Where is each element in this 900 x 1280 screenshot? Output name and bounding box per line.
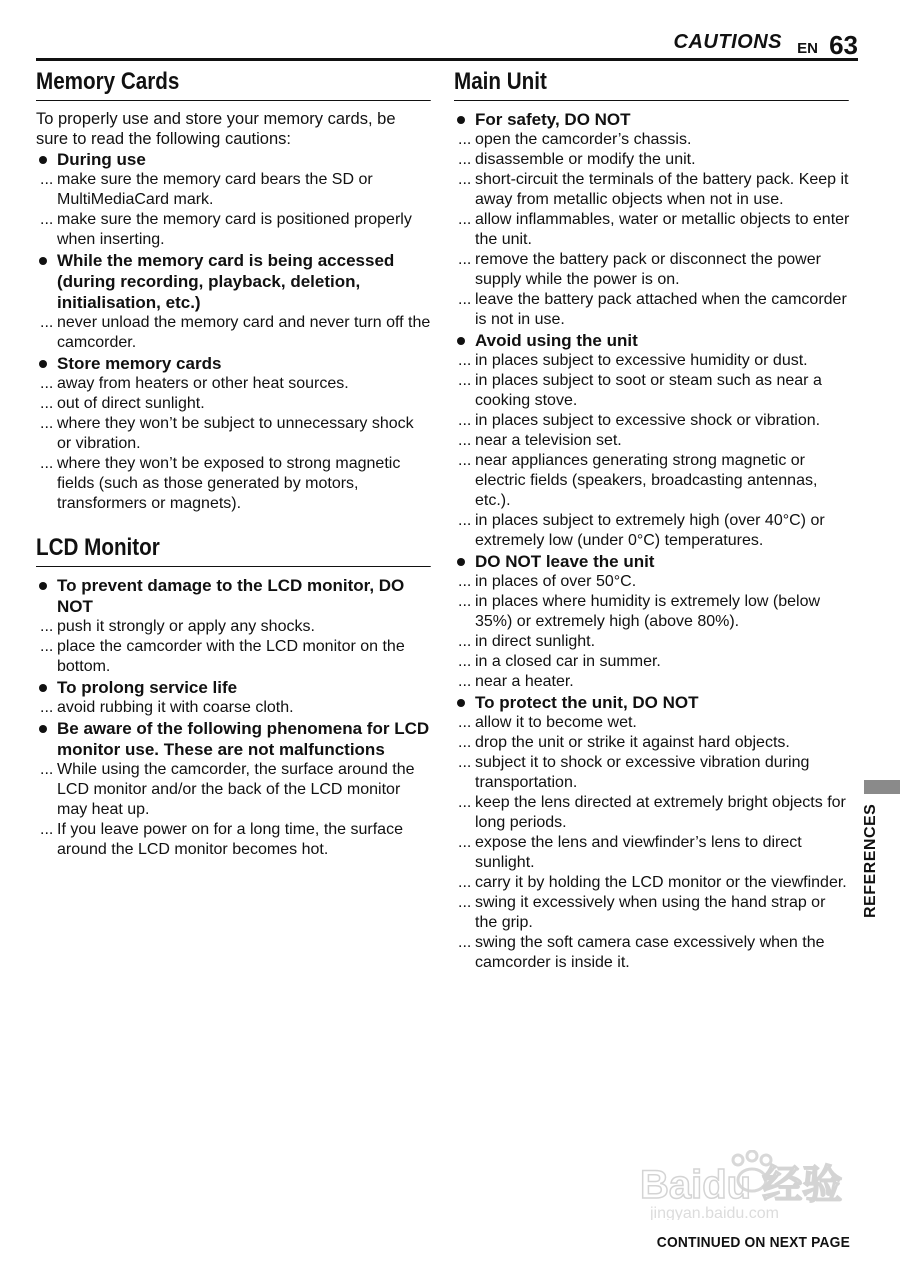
caution-group — [36, 677, 432, 718]
caution-item: ... in direct sunlight. — [454, 632, 850, 652]
caution-item: ... push it strongly or apply any shocks. — [36, 617, 432, 637]
caution-item: ... short-circuit the terminals of the battery pack. Keep it away from metallic objects when not in use. — [454, 170, 850, 210]
caution-group — [36, 575, 432, 677]
caution-item: ... drop the unit or strike it against hard objects. — [454, 733, 850, 753]
page-number: 63 — [829, 30, 858, 60]
caution-heading: Avoid using the unit — [454, 330, 850, 351]
caution-group — [36, 149, 432, 250]
caution-item: ... If you leave power on for a long time, the surface around the LCD monitor becomes hot. — [36, 820, 432, 860]
caution-item: ... swing it excessively when using the hand strap or the grip. — [454, 893, 850, 933]
caution-heading: Be aware of the following phenomena for LCD monitor use. These are not malfunctions — [36, 718, 432, 760]
caution-group — [36, 353, 432, 514]
caution-item: ... place the camcorder with the LCD monitor on the bottom. — [36, 637, 432, 677]
section-title: Main Unit — [454, 68, 849, 101]
caution-item: ... While using the camcorder, the surface around the LCD monitor and/or the back of the LCD monitor may heat up. — [36, 760, 432, 820]
section-intro: To properly use and store your memory cards, be sure to read the following cautions: — [36, 110, 396, 148]
caution-item: ... in places of over 50°C. — [454, 572, 850, 592]
caution-item: ... make sure the memory card bears the SD or MultiMediaCard mark. — [36, 170, 432, 210]
caution-item: ... remove the battery pack or disconnect the power supply while the power is on. — [454, 250, 850, 290]
caution-group — [36, 250, 432, 353]
section-title: Memory Cards — [36, 68, 431, 101]
watermark-url: jingyan.baidu.com — [650, 1205, 779, 1220]
caution-item: ... in places subject to soot or steam such as near a cooking stove. — [454, 371, 850, 411]
continued-note: CONTINUED ON NEXT PAGE — [656, 1234, 850, 1251]
page-header — [36, 32, 858, 61]
caution-heading: To prevent damage to the LCD monitor, DO NOT — [36, 575, 432, 617]
caution-item: ... keep the lens directed at extremely bright objects for long periods. — [454, 793, 850, 833]
caution-group — [454, 109, 850, 330]
caution-item: ... where they won’t be subject to unnecessary shock or vibration. — [36, 414, 432, 454]
section-main-unit — [454, 68, 850, 973]
caution-heading: DO NOT leave the unit — [454, 551, 850, 572]
caution-group — [454, 692, 850, 973]
caution-groups — [36, 575, 432, 860]
section-lcd-monitor — [36, 534, 432, 860]
caution-item: ... in places subject to excessive shock or vibration. — [454, 411, 850, 431]
caution-item: ... allow inflammables, water or metallic objects to enter the unit. — [454, 210, 850, 250]
caution-heading: To protect the unit, DO NOT — [454, 692, 850, 713]
caution-item: ... in places where humidity is extremely low (below 35%) or extremely high (above 80%). — [454, 592, 850, 632]
side-tab-label: REFERENCES — [862, 803, 879, 918]
caution-heading: While the memory card is being accessed (during recording, playback, deletion, initialisation, etc.) — [36, 250, 432, 313]
baidu-watermark-icon — [640, 1150, 850, 1220]
caution-item: ... expose the lens and viewfinder’s lens to direct sunlight. — [454, 833, 850, 873]
caution-heading: During use — [36, 149, 432, 170]
section-memory-cards — [36, 68, 432, 514]
caution-item: ... in places subject to extremely high (over 40°C) or extremely low (under 0°C) temperatures. — [454, 511, 850, 551]
caution-item: ... allow it to become wet. — [454, 713, 850, 733]
caution-item: ... in a closed car in summer. — [454, 652, 850, 672]
watermark — [640, 1150, 850, 1220]
caution-item: ... near appliances generating strong magnetic or electric fields (speakers, broadcasting antennas, etc.). — [454, 451, 850, 511]
caution-heading: To prolong service life — [36, 677, 432, 698]
left-column — [36, 68, 432, 872]
caution-item: ... swing the soft camera case excessively when the camcorder is inside it. — [454, 933, 850, 973]
caution-item: ... leave the battery pack attached when the camcorder is not in use. — [454, 290, 850, 330]
header-language: EN — [797, 40, 818, 57]
caution-groups — [36, 149, 432, 514]
caution-item: ... disassemble or modify the unit. — [454, 150, 850, 170]
caution-item: ... open the camcorder’s chassis. — [454, 130, 850, 150]
caution-group — [454, 330, 850, 551]
caution-item: ... where they won’t be exposed to strong magnetic fields (such as those generated by motors, transformers or magnets). — [36, 454, 432, 514]
caution-item: ... avoid rubbing it with coarse cloth. — [36, 698, 432, 718]
caution-heading: For safety, DO NOT — [454, 109, 850, 130]
caution-heading: Store memory cards — [36, 353, 432, 374]
caution-group — [454, 551, 850, 692]
caution-item: ... never unload the memory card and never turn off the camcorder. — [36, 313, 432, 353]
side-tab-marker — [864, 780, 900, 794]
header-title: CAUTIONS — [673, 31, 782, 53]
caution-item: ... away from heaters or other heat sources. — [36, 374, 432, 394]
watermark-brand: Baidu 经验 — [640, 1163, 843, 1207]
caution-item: ... subject it to shock or excessive vibration during transportation. — [454, 753, 850, 793]
caution-item: ... near a heater. — [454, 672, 850, 692]
caution-item: ... make sure the memory card is positioned properly when inserting. — [36, 210, 432, 250]
caution-item: ... in places subject to excessive humidity or dust. — [454, 351, 850, 371]
caution-item: ... out of direct sunlight. — [36, 394, 432, 414]
section-title: LCD Monitor — [36, 534, 431, 567]
caution-item: ... near a television set. — [454, 431, 850, 451]
caution-group — [36, 718, 432, 860]
caution-groups — [454, 109, 850, 973]
right-column — [454, 68, 850, 985]
caution-item: ... carry it by holding the LCD monitor or the viewfinder. — [454, 873, 850, 893]
